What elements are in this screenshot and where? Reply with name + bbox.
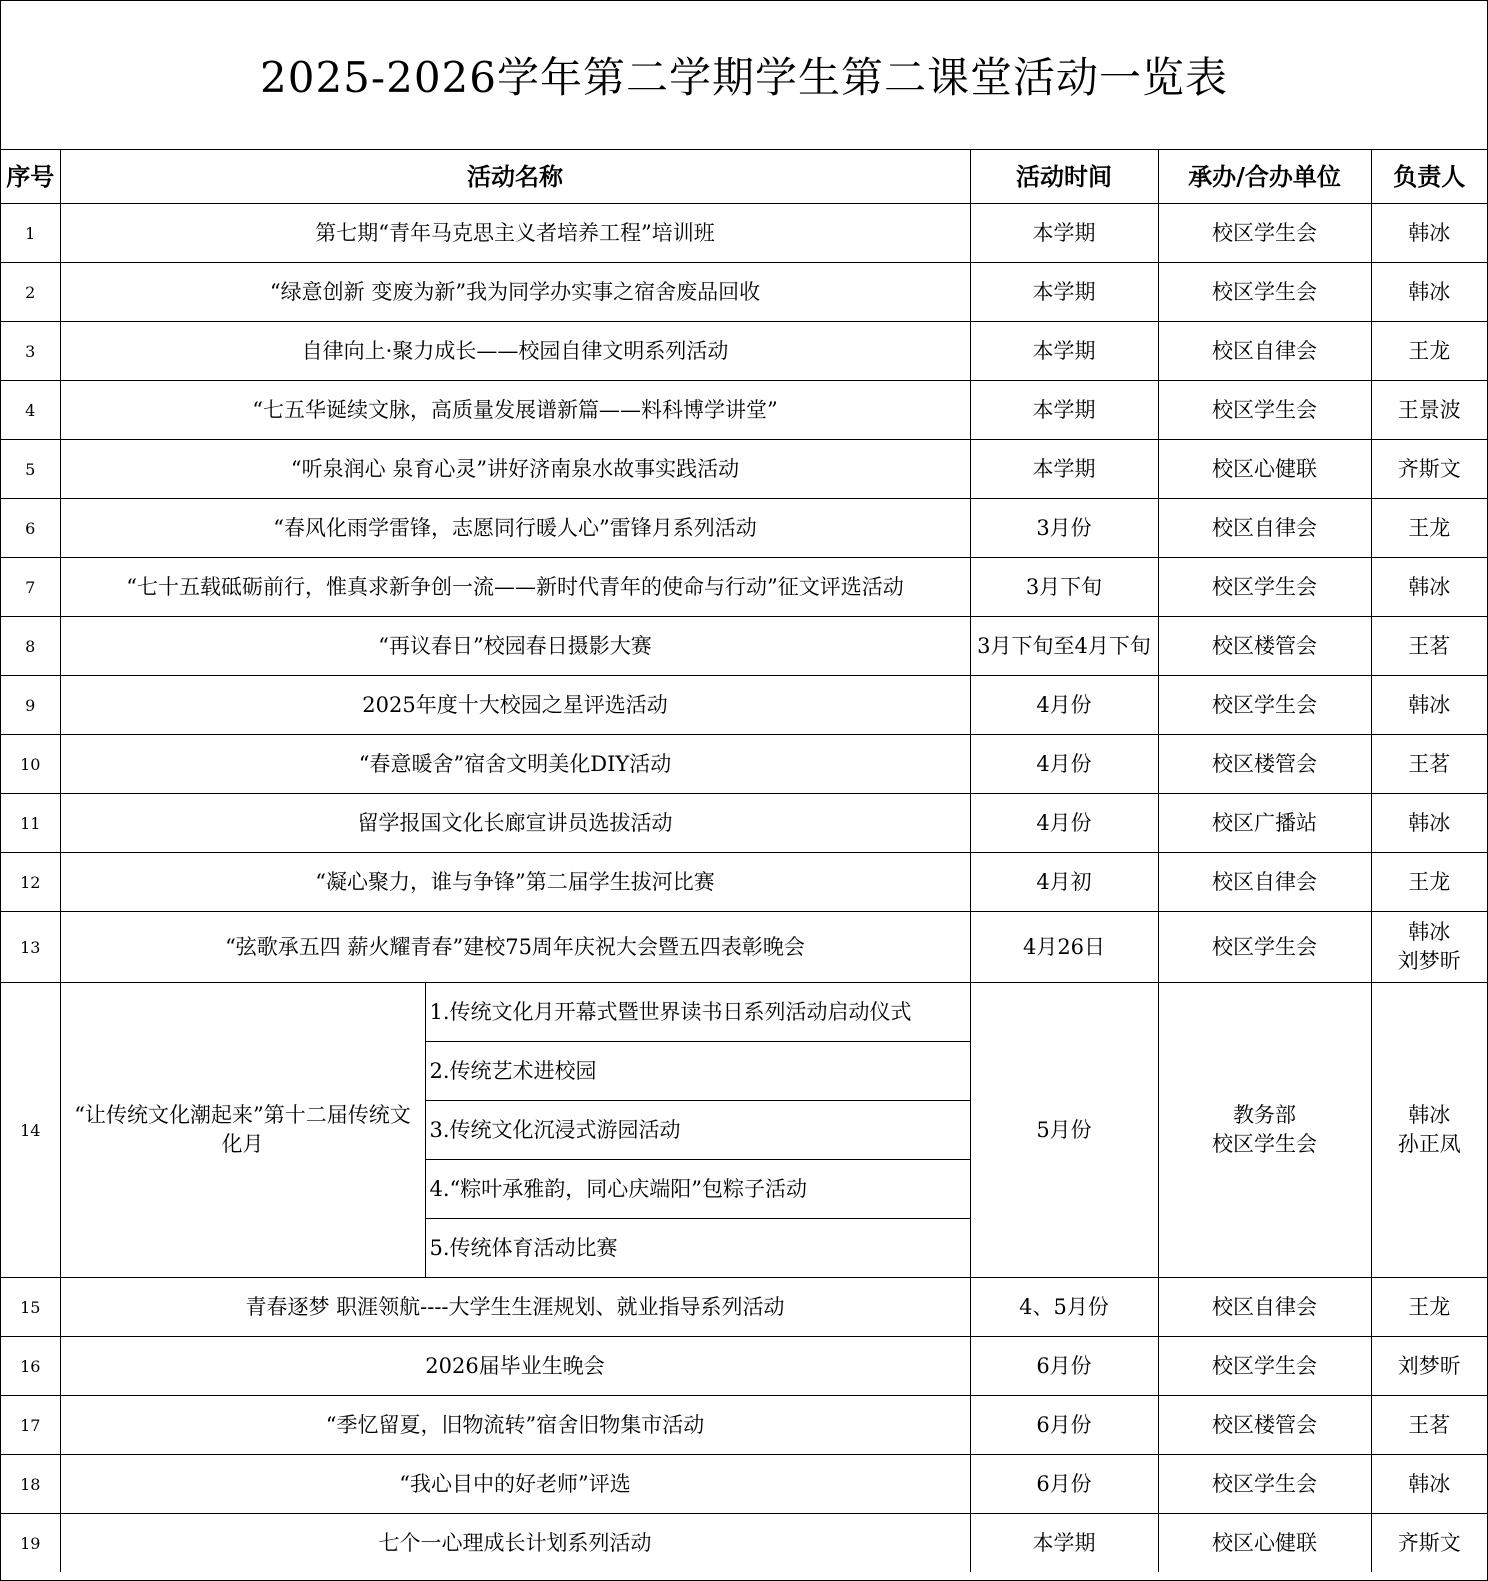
cell-person: 王龙 (1371, 322, 1487, 381)
table-row (1, 1514, 1487, 1573)
cell-name: “春意暖舍”宿舍文明美化DIY活动 (60, 735, 970, 794)
cell-unit: 校区学生会 (1158, 381, 1371, 440)
cell-unit: 校区心健联 (1158, 440, 1371, 499)
cell-name: 自律向上·聚力成长——校园自律文明系列活动 (60, 322, 970, 381)
cell-name: 留学报国文化长廊宣讲员选拔活动 (60, 794, 970, 853)
cell-time: 本学期 (970, 204, 1158, 263)
cell-person: 齐斯文 (1371, 440, 1487, 499)
header-no: 序号 (1, 150, 60, 204)
cell-name: “听泉润心 泉育心灵”讲好济南泉水故事实践活动 (60, 440, 970, 499)
table-row (1, 499, 1487, 558)
cell-unit: 校区学生会 (1158, 912, 1371, 983)
cell-no: 12 (1, 853, 60, 912)
cell-time: 4月份 (970, 735, 1158, 794)
cell-unit: 校区心健联 (1158, 1514, 1371, 1573)
cell-no: 19 (1, 1514, 60, 1573)
person-name: 韩冰 (1408, 920, 1451, 944)
cell-time: 4月初 (970, 853, 1158, 912)
cell-person: 王茗 (1371, 617, 1487, 676)
cell-time: 3月份 (970, 499, 1158, 558)
cell-time: 3月下旬至4月下旬 (970, 617, 1158, 676)
cell-no: 2 (1, 263, 60, 322)
header-time: 活动时间 (970, 150, 1158, 204)
cell-unit: 校区楼管会 (1158, 735, 1371, 794)
unit-name: 校区学生会 (1212, 1132, 1317, 1156)
cell-name: “凝心聚力，谁与争锋”第二届学生拔河比赛 (60, 853, 970, 912)
cell-no: 5 (1, 440, 60, 499)
cell-person: 刘梦昕 (1371, 1337, 1487, 1396)
table-row (1, 983, 1487, 1042)
cell-person: 王龙 (1371, 499, 1487, 558)
sub-activity: 3.传统文化沉浸式游园活动 (425, 1101, 970, 1160)
cell-time: 4月26日 (970, 912, 1158, 983)
cell-person: 韩冰 (1371, 676, 1487, 735)
cell-name: “七五华诞续文脉，高质量发展谱新篇——料科博学讲堂” (60, 381, 970, 440)
cell-name: 2025年度十大校园之星评选活动 (60, 676, 970, 735)
cell-time: 6月份 (970, 1337, 1158, 1396)
cell-person: 王龙 (1371, 1278, 1487, 1337)
cell-unit: 校区广播站 (1158, 794, 1371, 853)
cell-unit: 校区楼管会 (1158, 1396, 1371, 1455)
header-name: 活动名称 (60, 150, 970, 204)
cell-time: 本学期 (970, 263, 1158, 322)
table-row (1, 1455, 1487, 1514)
cell-person: 韩冰 (1371, 794, 1487, 853)
cell-time: 3月下旬 (970, 558, 1158, 617)
cell-unit: 校区学生会 (1158, 204, 1371, 263)
cell-person: 王茗 (1371, 735, 1487, 794)
cell-name: “让传统文化潮起来”第十二届传统文化月 (60, 983, 425, 1278)
cell-unit: 校区楼管会 (1158, 617, 1371, 676)
header-row (1, 150, 1487, 204)
table-row (1, 1278, 1487, 1337)
cell-person: 韩冰 (1371, 1455, 1487, 1514)
person-name: 韩冰 (1408, 1103, 1451, 1127)
activity-table (1, 150, 1487, 1572)
table-row (1, 912, 1487, 983)
cell-unit: 校区学生会 (1158, 263, 1371, 322)
cell-no: 13 (1, 912, 60, 983)
cell-no: 6 (1, 499, 60, 558)
cell-person: 齐斯文 (1371, 1514, 1487, 1573)
cell-no: 18 (1, 1455, 60, 1514)
cell-name: 七个一心理成长计划系列活动 (60, 1514, 970, 1573)
table-row (1, 440, 1487, 499)
table-row (1, 381, 1487, 440)
cell-time: 本学期 (970, 440, 1158, 499)
cell-name: “再议春日”校园春日摄影大赛 (60, 617, 970, 676)
table-row (1, 735, 1487, 794)
cell-no: 1 (1, 204, 60, 263)
table-row (1, 1396, 1487, 1455)
cell-name: “绿意创新 变废为新”我为同学办实事之宿舍废品回收 (60, 263, 970, 322)
table-row (1, 617, 1487, 676)
cell-unit: 校区自律会 (1158, 853, 1371, 912)
cell-no: 3 (1, 322, 60, 381)
cell-no: 15 (1, 1278, 60, 1337)
cell-name: “春风化雨学雷锋，志愿同行暖人心”雷锋月系列活动 (60, 499, 970, 558)
cell-unit: 校区学生会 (1158, 1455, 1371, 1514)
cell-no: 17 (1, 1396, 60, 1455)
cell-no: 4 (1, 381, 60, 440)
table-row (1, 558, 1487, 617)
sub-activity: 5.传统体育活动比赛 (425, 1219, 970, 1278)
cell-unit (1158, 983, 1371, 1278)
cell-name: “弦歌承五四 薪火耀青春”建校75周年庆祝大会暨五四表彰晚会 (60, 912, 970, 983)
cell-no: 16 (1, 1337, 60, 1396)
cell-person: 王龙 (1371, 853, 1487, 912)
sub-activity: 4.“粽叶承雅韵，同心庆端阳”包粽子活动 (425, 1160, 970, 1219)
cell-time: 本学期 (970, 322, 1158, 381)
table-row (1, 794, 1487, 853)
cell-no: 14 (1, 983, 60, 1278)
cell-name: “我心目中的好老师”评选 (60, 1455, 970, 1514)
cell-time: 6月份 (970, 1396, 1158, 1455)
table-row (1, 204, 1487, 263)
header-unit: 承办/合办单位 (1158, 150, 1371, 204)
cell-time: 4、5月份 (970, 1278, 1158, 1337)
cell-no: 9 (1, 676, 60, 735)
table-row (1, 1337, 1487, 1396)
table-row (1, 263, 1487, 322)
cell-name: “七十五载砥砺前行，惟真求新争创一流——新时代青年的使命与行动”征文评选活动 (60, 558, 970, 617)
table-row (1, 322, 1487, 381)
cell-time: 6月份 (970, 1455, 1158, 1514)
header-person: 负责人 (1371, 150, 1487, 204)
cell-name: 2026届毕业生晚会 (60, 1337, 970, 1396)
cell-name: “季忆留夏，旧物流转”宿舍旧物集市活动 (60, 1396, 970, 1455)
cell-person: 王茗 (1371, 1396, 1487, 1455)
cell-time: 4月份 (970, 676, 1158, 735)
cell-time: 4月份 (970, 794, 1158, 853)
cell-unit: 校区自律会 (1158, 322, 1371, 381)
cell-unit: 校区学生会 (1158, 558, 1371, 617)
cell-unit: 校区学生会 (1158, 676, 1371, 735)
cell-unit: 校区自律会 (1158, 499, 1371, 558)
cell-no: 11 (1, 794, 60, 853)
cell-name: 青春逐梦 职涯领航----大学生生涯规划、就业指导系列活动 (60, 1278, 970, 1337)
person-name: 孙正凤 (1397, 1132, 1461, 1156)
sub-activity: 1.传统文化月开幕式暨世界读书日系列活动启动仪式 (425, 983, 970, 1042)
cell-time: 本学期 (970, 381, 1158, 440)
cell-person: 韩冰 (1371, 204, 1487, 263)
cell-time: 5月份 (970, 983, 1158, 1278)
cell-no: 10 (1, 735, 60, 794)
cell-unit: 校区自律会 (1158, 1278, 1371, 1337)
person-name: 刘梦昕 (1397, 949, 1461, 973)
cell-person: 韩冰 (1371, 558, 1487, 617)
cell-no: 7 (1, 558, 60, 617)
cell-person (1371, 983, 1487, 1278)
cell-person: 王景波 (1371, 381, 1487, 440)
cell-unit: 校区学生会 (1158, 1337, 1371, 1396)
cell-name: 第七期“青年马克思主义者培养工程”培训班 (60, 204, 970, 263)
table-row (1, 676, 1487, 735)
cell-no: 8 (1, 617, 60, 676)
unit-name: 教务部 (1233, 1103, 1296, 1127)
cell-time: 本学期 (970, 1514, 1158, 1573)
sub-activity: 2.传统艺术进校园 (425, 1042, 970, 1101)
cell-person (1371, 912, 1487, 983)
cell-person: 韩冰 (1371, 263, 1487, 322)
sheet-title: 2025-2026学年第二学期学生第二课堂活动一览表 (1, 1, 1487, 150)
table-row (1, 853, 1487, 912)
